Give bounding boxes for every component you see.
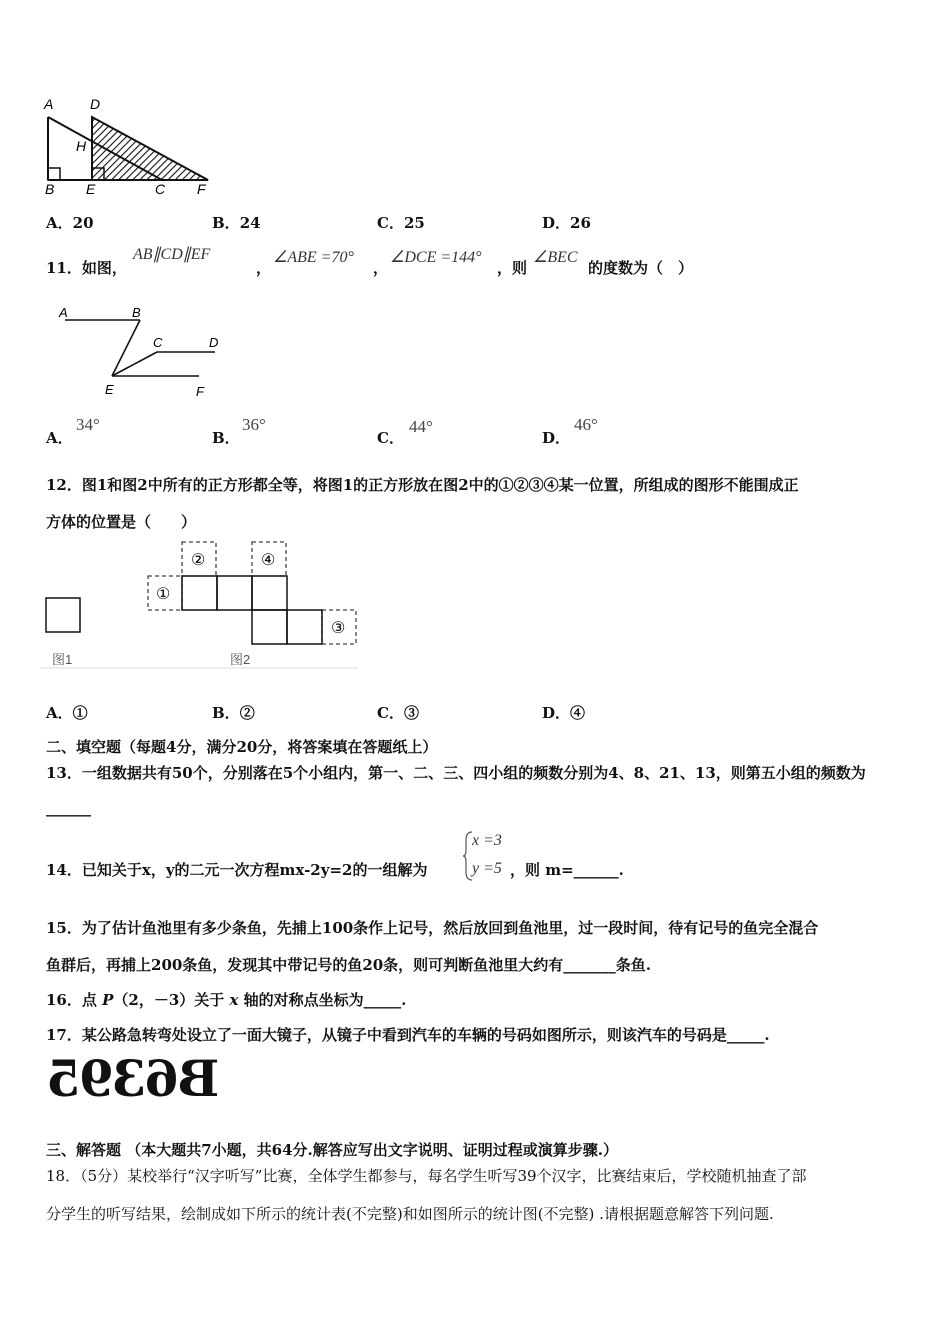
mirrored-license-plate: B6395 (48, 1049, 220, 1108)
q11-tail: 的度数为（ ） (588, 259, 694, 277)
q15-line1: 15．为了估计鱼池里有多少条鱼，先捕上100条作上记号，然后放回到鱼池里，过一段时间，待有记号的鱼完全混合 (46, 919, 819, 937)
q11-option-c-letter[interactable]: C． (377, 429, 404, 447)
fig1-caption: 图1 (52, 652, 73, 667)
label-c: C (155, 181, 166, 197)
option-value: 25 (403, 214, 425, 232)
q11-option-b-letter[interactable]: B． (212, 429, 240, 447)
option-value: ② (239, 704, 255, 722)
q12-option-b[interactable] (212, 702, 255, 723)
q12-figure (40, 538, 360, 673)
q14-eq1: x =3 (472, 832, 502, 849)
q11-comma: ， (256, 259, 272, 277)
q11-cond-parallel: AB∥CD∥EF (133, 246, 211, 263)
option-letter: C． (377, 704, 404, 722)
q11-comma: ， (373, 259, 389, 277)
option-value: ③ (403, 704, 419, 722)
q17-text: 17．某公路急转弯处设立了一面大镜子，从镜子中看到汽车的车辆的号码如图所示，则该汽车的号码是_____. (46, 1026, 770, 1044)
q10-figure (40, 95, 220, 198)
label-a: A (59, 305, 68, 320)
shaded-triangle-def (92, 117, 208, 180)
q14-eq2: y =5 (472, 860, 502, 877)
section3-title: 三、解答题 （本大题共7小题，共64分.解答应写出文字说明、证明过程或演算步骤.） (46, 1141, 618, 1159)
q14-tail: ，则 m=______. (510, 861, 624, 879)
option-value: ④ (570, 704, 586, 722)
label-b: B (45, 181, 55, 197)
option-letter: B． (212, 704, 240, 722)
option-letter: A． (46, 704, 73, 722)
fig2-caption: 图2 (230, 652, 251, 667)
section2-title: 二、填空题（每题4分，满分20分，将答案填在答题纸上） (46, 738, 438, 756)
label-f: F (196, 384, 204, 399)
q14-text: 14．已知关于x，y的二元一次方程mx-2y=2的一组解为 (46, 861, 428, 879)
q10-option-c[interactable] (377, 212, 425, 233)
option-letter: B． (212, 214, 240, 232)
q11-option-d-value: 46° (574, 415, 598, 434)
q12-option-d[interactable] (542, 702, 585, 723)
option-letter: A． (46, 214, 73, 232)
q11-cond-dce: ∠DCE =144° (390, 249, 482, 266)
q11-option-c-value: 44° (409, 417, 433, 436)
q11-number-lead: 11．如图， (46, 259, 127, 277)
q10-option-a[interactable] (46, 212, 94, 233)
q11-then: ，则 (497, 259, 528, 277)
label-d: D (90, 96, 101, 112)
q12-option-c[interactable] (377, 702, 419, 723)
option-letter: D． (542, 214, 571, 232)
marker-1: ① (156, 586, 171, 603)
q11-option-a-value: 34° (76, 415, 100, 434)
q10-option-b[interactable] (212, 212, 261, 233)
q18-line1: 18．（5分）某校举行“汉字听写”比赛，全体学生都参与，每名学生听写39个汉字，比赛结束后，学校随机抽查了部 (46, 1167, 807, 1185)
q15-line2: 鱼群后，再捕上200条鱼，发现其中带记号的鱼20条，则可判断鱼池里大约有_______条鱼. (46, 956, 651, 974)
q13-blank[interactable]: ______ (46, 799, 91, 817)
label-a: A (44, 96, 54, 112)
label-h: H (76, 138, 87, 154)
q12-option-a[interactable] (46, 702, 88, 723)
option-value: 26 (570, 214, 591, 232)
option-letter: D． (542, 704, 571, 722)
label-d: D (209, 335, 219, 350)
q12-line1: 12．图1和图2中所有的正方形都全等，将图1的正方形放在图2中的①②③④某一位置，所组成的图形不能围成正 (46, 476, 799, 494)
label-b: B (132, 305, 141, 320)
q12-line2: 方体的位置是（ ） (46, 513, 197, 531)
q16-text: 16．点 P（2，－3）关于 x 轴的对称点坐标为_____. (46, 991, 407, 1009)
label-c: C (153, 335, 163, 350)
q11-option-d-letter[interactable]: D． (542, 429, 571, 447)
option-value: ① (72, 704, 88, 722)
q11-option-a-letter[interactable]: A． (46, 429, 73, 447)
q11-cond-bec: ∠BEC (533, 249, 578, 266)
marker-4: ④ (261, 552, 276, 569)
q11-figure (55, 303, 235, 401)
marker-3: ③ (331, 620, 346, 637)
marker-2: ② (191, 552, 206, 569)
q13-text: 13．一组数据共有50个，分别落在5个小组内，第一、二、三、四小组的频数分别为4、8、21、13，则第五小组的频数为 (46, 764, 866, 782)
q10-option-d[interactable] (542, 212, 591, 233)
option-letter: C． (377, 214, 404, 232)
option-value: 20 (72, 214, 94, 232)
q11-cond-abe: ∠ABE =70° (273, 249, 354, 266)
label-e: E (86, 181, 96, 197)
label-f: F (197, 181, 206, 197)
q18-line2: 分学生的听写结果，绘制成如下所示的统计表(不完整)和如图所示的统计图(不完整) .请根据题意解答下列问题. (46, 1205, 774, 1223)
q11-option-b-value: 36° (242, 415, 266, 434)
option-value: 24 (239, 214, 261, 232)
label-e: E (105, 382, 114, 397)
